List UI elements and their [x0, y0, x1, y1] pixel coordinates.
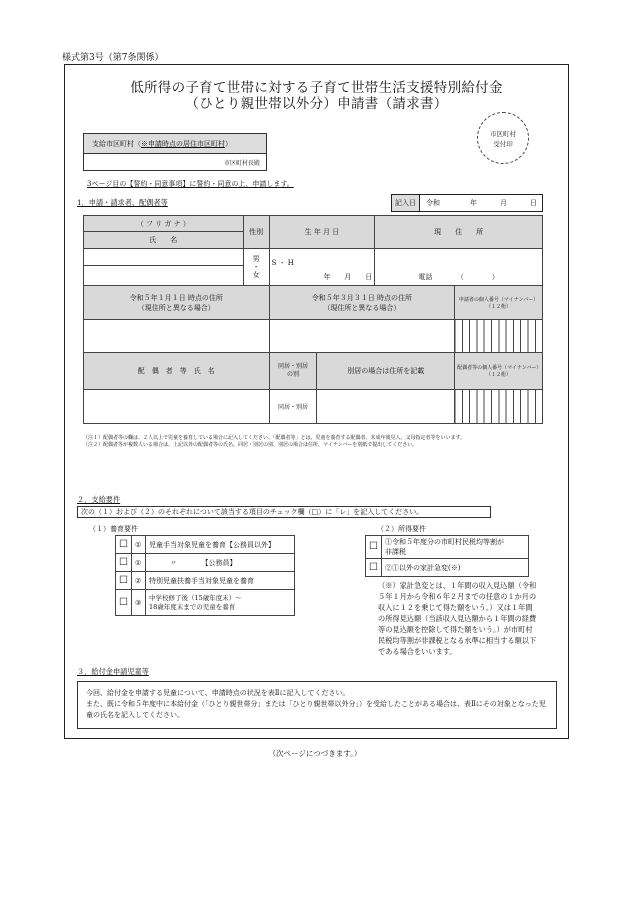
entry-date[interactable]: [391, 194, 543, 212]
spouse-mynumber-field[interactable]: [455, 390, 543, 424]
address-field[interactable]: [375, 249, 543, 286]
spouse-mynumber-header: [455, 353, 543, 390]
req2-text: ①令和５年度分の市町村民税均等割が 非課税: [382, 536, 529, 559]
mar31-sub: （現住所と異なる場合）: [323, 303, 401, 312]
stamp-line-2: 受付印: [493, 140, 513, 148]
dob-field[interactable]: [269, 249, 375, 286]
spouse-mynumber-title: 配偶者等の個人番号（マイナンバー）: [457, 365, 542, 371]
req1-num: ①: [132, 536, 146, 554]
req1-checkbox[interactable]: ☐: [116, 590, 132, 616]
municipality-box[interactable]: [83, 133, 267, 171]
req1-text: 〃 【公務員】: [146, 554, 295, 572]
muni-label-pre: 支給市区町村（: [92, 140, 141, 148]
req1-num: ③: [132, 590, 146, 616]
req1-text: 中学校修了後（15歳年度末）～ 18歳年度末までの児童を養育: [146, 590, 295, 616]
dob-units: 年 月 日: [323, 273, 373, 281]
cohab-header: [269, 353, 317, 390]
address-header: 現 住 所: [375, 216, 543, 249]
requirement-1-table: [115, 535, 295, 616]
muni-label-post: ）: [225, 140, 232, 148]
req1-num: ①: [132, 554, 146, 572]
req1-checkbox[interactable]: ☐: [116, 554, 132, 572]
form-number: 様式第3号（第7条関係）: [62, 53, 164, 63]
continue-note: （次ページにつづきます。）: [268, 749, 362, 758]
req1-num: ②: [132, 572, 146, 590]
req2-text: ②①以外の家計急変(※): [382, 559, 529, 577]
date-era: 令和: [426, 199, 440, 207]
cohab-sub: の別: [287, 371, 300, 378]
cohab-title: 同居・別居: [278, 363, 309, 370]
req1-text: 特別児童扶養手当対象児童を養育: [146, 572, 295, 590]
requirement-2-label: （２）所得要件: [377, 525, 426, 533]
jan1-address-field[interactable]: [84, 320, 270, 353]
form-title: [65, 80, 568, 112]
section-3-heading: ３．給付金申請児童等: [77, 667, 149, 676]
name-field[interactable]: [84, 266, 244, 286]
mar31-address-field[interactable]: [269, 320, 455, 353]
jan1-address-header: [84, 286, 270, 320]
requirement-1-label: （１）養育要件: [89, 525, 138, 533]
furigana-field[interactable]: [84, 249, 244, 266]
dob-header: 生 年 月 日: [269, 216, 375, 249]
gender-header: 性別: [243, 216, 269, 249]
separate-address-field[interactable]: [317, 390, 455, 424]
phone-label: 電話 （ ）: [418, 273, 499, 281]
furigana-header: （ フ リ ガ ナ ）: [84, 216, 244, 232]
jan1-title: 令和５年１月１日 時点の住所: [129, 293, 223, 302]
municipality-head: 市区町村長殿: [223, 160, 260, 167]
mar31-address-header: [269, 286, 455, 320]
req1-checkbox[interactable]: ☐: [116, 572, 132, 590]
requirement-2-table: [365, 535, 529, 577]
dob-era: S ・ H: [271, 259, 294, 267]
instruction: [87, 179, 294, 189]
cohab-field[interactable]: 同居・別居: [269, 390, 317, 424]
date-day: 日: [530, 199, 537, 207]
mynumber-field[interactable]: [455, 320, 543, 353]
form-page: [64, 64, 569, 739]
mynumber-title: 申請者の個人番号（マイナンバー）: [458, 296, 539, 303]
name-header: 氏 名: [84, 232, 244, 249]
spouse-name-field[interactable]: [84, 390, 270, 424]
municipality-label: [84, 134, 266, 154]
check-instruction: 次の（１）および（２）のそれぞれについて該当する項目のチェック欄（□）に「レ」を記入してください。: [77, 506, 491, 518]
date-month: 月: [500, 199, 507, 207]
req2-checkbox[interactable]: ☐: [366, 536, 382, 559]
section-2-heading: ２．支給要件: [77, 495, 121, 504]
section-1-heading: 1．申請・請求者、配偶者等: [77, 198, 168, 207]
income-note: （※）家計急変とは、１年間の収入見込額（令和５年１月から令和６年２月までの任意の１か月の収入に１２を乗じて得た額をいう。）又は１年間の所得見込額（当該収入見込額から１年間の経費等の見込額を控除して得た額をいう。）が市町村民税均等割が非課税となる水準に相当する額以下である場合をいいます。: [378, 581, 537, 656]
title-line-2: （ひとり親世帯以外分）申請書（請求書）: [185, 96, 448, 112]
date-year: 年: [470, 199, 477, 207]
gender-field[interactable]: 男 ・ 女: [243, 249, 269, 286]
separate-address-header: 別居の場合は住所を記載: [317, 353, 455, 390]
req1-text: 児童手当対象児童を養育【公務員以外】: [146, 536, 295, 554]
muni-label-underlined: ※申請時点の居住市区町村: [141, 140, 225, 148]
jan1-sub: （現住所と異なる場合）: [137, 303, 215, 312]
spouse-mynumber-digits: （１２桁）: [486, 372, 512, 378]
spouse-name-header: 配 偶 者 等 氏 名: [84, 353, 270, 390]
children-instruction: 今回、給付金を申請する児童について、申請時点の状況を表Ⅱに記入してください。 また、既に令和５年度中に本給付金（「ひとり親世帯分」または「ひとり親世帯以外分」）を受給したことがある場合は、表Ⅱにその対象となった児童の氏名を記入してください。: [77, 681, 557, 729]
req2-checkbox[interactable]: ☐: [366, 559, 382, 577]
mar31-title: 令和５年３月３１日 時点の住所: [311, 293, 412, 302]
applicant-table: [83, 215, 543, 424]
mynumber-header: [455, 286, 543, 320]
table-notes: [83, 435, 553, 449]
mynumber-digits: （１２桁）: [486, 303, 512, 310]
stamp-line-1: 市区町村: [490, 130, 516, 138]
reception-stamp: [477, 112, 529, 164]
instruction-text: 3ページ目の【誓約・同意事項】に誓約・同意の上、申請します。: [87, 180, 294, 188]
note-1: （注１）配偶者等の欄は、２人以上で児童を養育している場合に記入してください。「配偶者等」とは、児童を養育する配偶者、未成年後見人、父母指定者等をいいます。: [83, 435, 466, 441]
title-line-1: 低所得の子育て世帯に対する子育て世帯生活支援特別給付金: [130, 80, 503, 96]
note-2: （注２）配偶者等が複数人いる場合は、上記以外の配偶者等の氏名、同居・別居の別、別居の場合は住所、マイナンバーを別紙で提出してください。: [83, 442, 418, 448]
req1-checkbox[interactable]: ☐: [116, 536, 132, 554]
entry-date-label: 記入日: [392, 195, 420, 211]
